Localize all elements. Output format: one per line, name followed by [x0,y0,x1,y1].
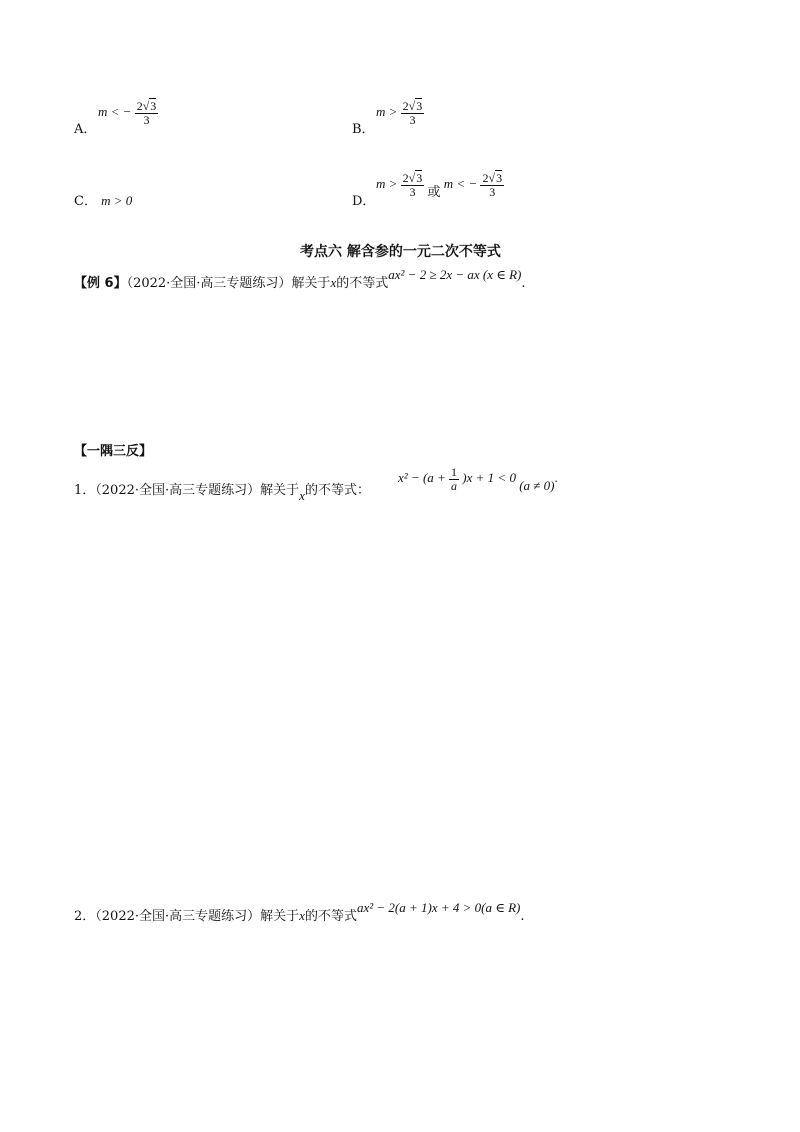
option-d-expr [376,171,504,201]
problem-1 [74,479,370,503]
option-d [352,190,375,209]
example-text2: 的不等式 [336,276,389,291]
problem-1-inequality: x² − (a + $\frac{1}{a}$ )x + 1 < 0 (a ≠ 0). [398,465,558,494]
problem-2-source: （2022·全国·高三专题练习） [95,909,261,924]
example-text: 解关于 [291,276,331,291]
section-title: 考点六 解含参的一元二次不等式 [300,244,501,260]
option-d-connector: 或 [427,185,441,201]
problem-2-num: 2． [74,909,96,924]
option-b-prefix: m > [376,104,398,120]
problem-1-fraction: $\frac{1}{a}$ [451,465,458,493]
problem-1-ineq-post: )x + 1 < 0 [462,470,516,486]
option-a-expr [98,100,158,126]
option-a-label: A． [74,122,97,137]
option-a [74,118,96,137]
option-c-expr: m > 0 [101,193,133,208]
option-a-fraction: $\frac{2√3}{3}$ [136,99,157,127]
option-d-prefix: m > [376,176,398,192]
practice-title: 【一隅三反】 [74,444,153,459]
option-b-fraction: $\frac{2√3}{3}$ [402,99,423,127]
problem-2-end: . [520,909,525,924]
problem-1-ineq-pre: x² − (a + [398,470,446,486]
example-inequality: ax² − 2 ≥ 2x − ax (x ∈ R) [388,267,522,282]
problem-2-text: 解关于 [260,909,300,924]
problem-2-var: x [299,908,305,923]
problem-1-var: x [299,488,305,503]
problem-2-text2: 的不等式 [304,909,357,924]
problem-2 [74,900,525,924]
option-a-prefix: m < − [98,104,132,120]
example-var: x [330,275,337,290]
problem-1-condition: (a ≠ 0) [519,478,555,494]
problem-2-inequality: ax² − 2(a + 1)x + 4 > 0(a ∈ R) [356,900,521,915]
example-end: . [521,276,526,291]
option-d-fraction-2: $\frac{2√3}{3}$ [482,171,503,199]
option-b-label: B． [352,122,375,137]
option-c-label: C． [74,194,97,209]
option-c [74,190,132,209]
example-tag: 【例 6】 [74,276,127,291]
option-b-expr [376,100,424,126]
example-source: （2022·全国·高三专题练习） [126,276,292,291]
option-d-label: D． [352,194,376,209]
problem-1-source: （2022·全国·高三专题练习） [95,483,261,498]
option-d-prefix2: m < − [443,176,478,192]
problem-1-text2: 的不等式： [304,483,370,498]
option-b [352,118,375,137]
option-d-fraction-1: $\frac{2√3}{3}$ [402,171,423,199]
example-6 [74,267,526,291]
problem-1-text: 解关于 [260,483,300,498]
problem-1-num: 1． [74,483,96,498]
